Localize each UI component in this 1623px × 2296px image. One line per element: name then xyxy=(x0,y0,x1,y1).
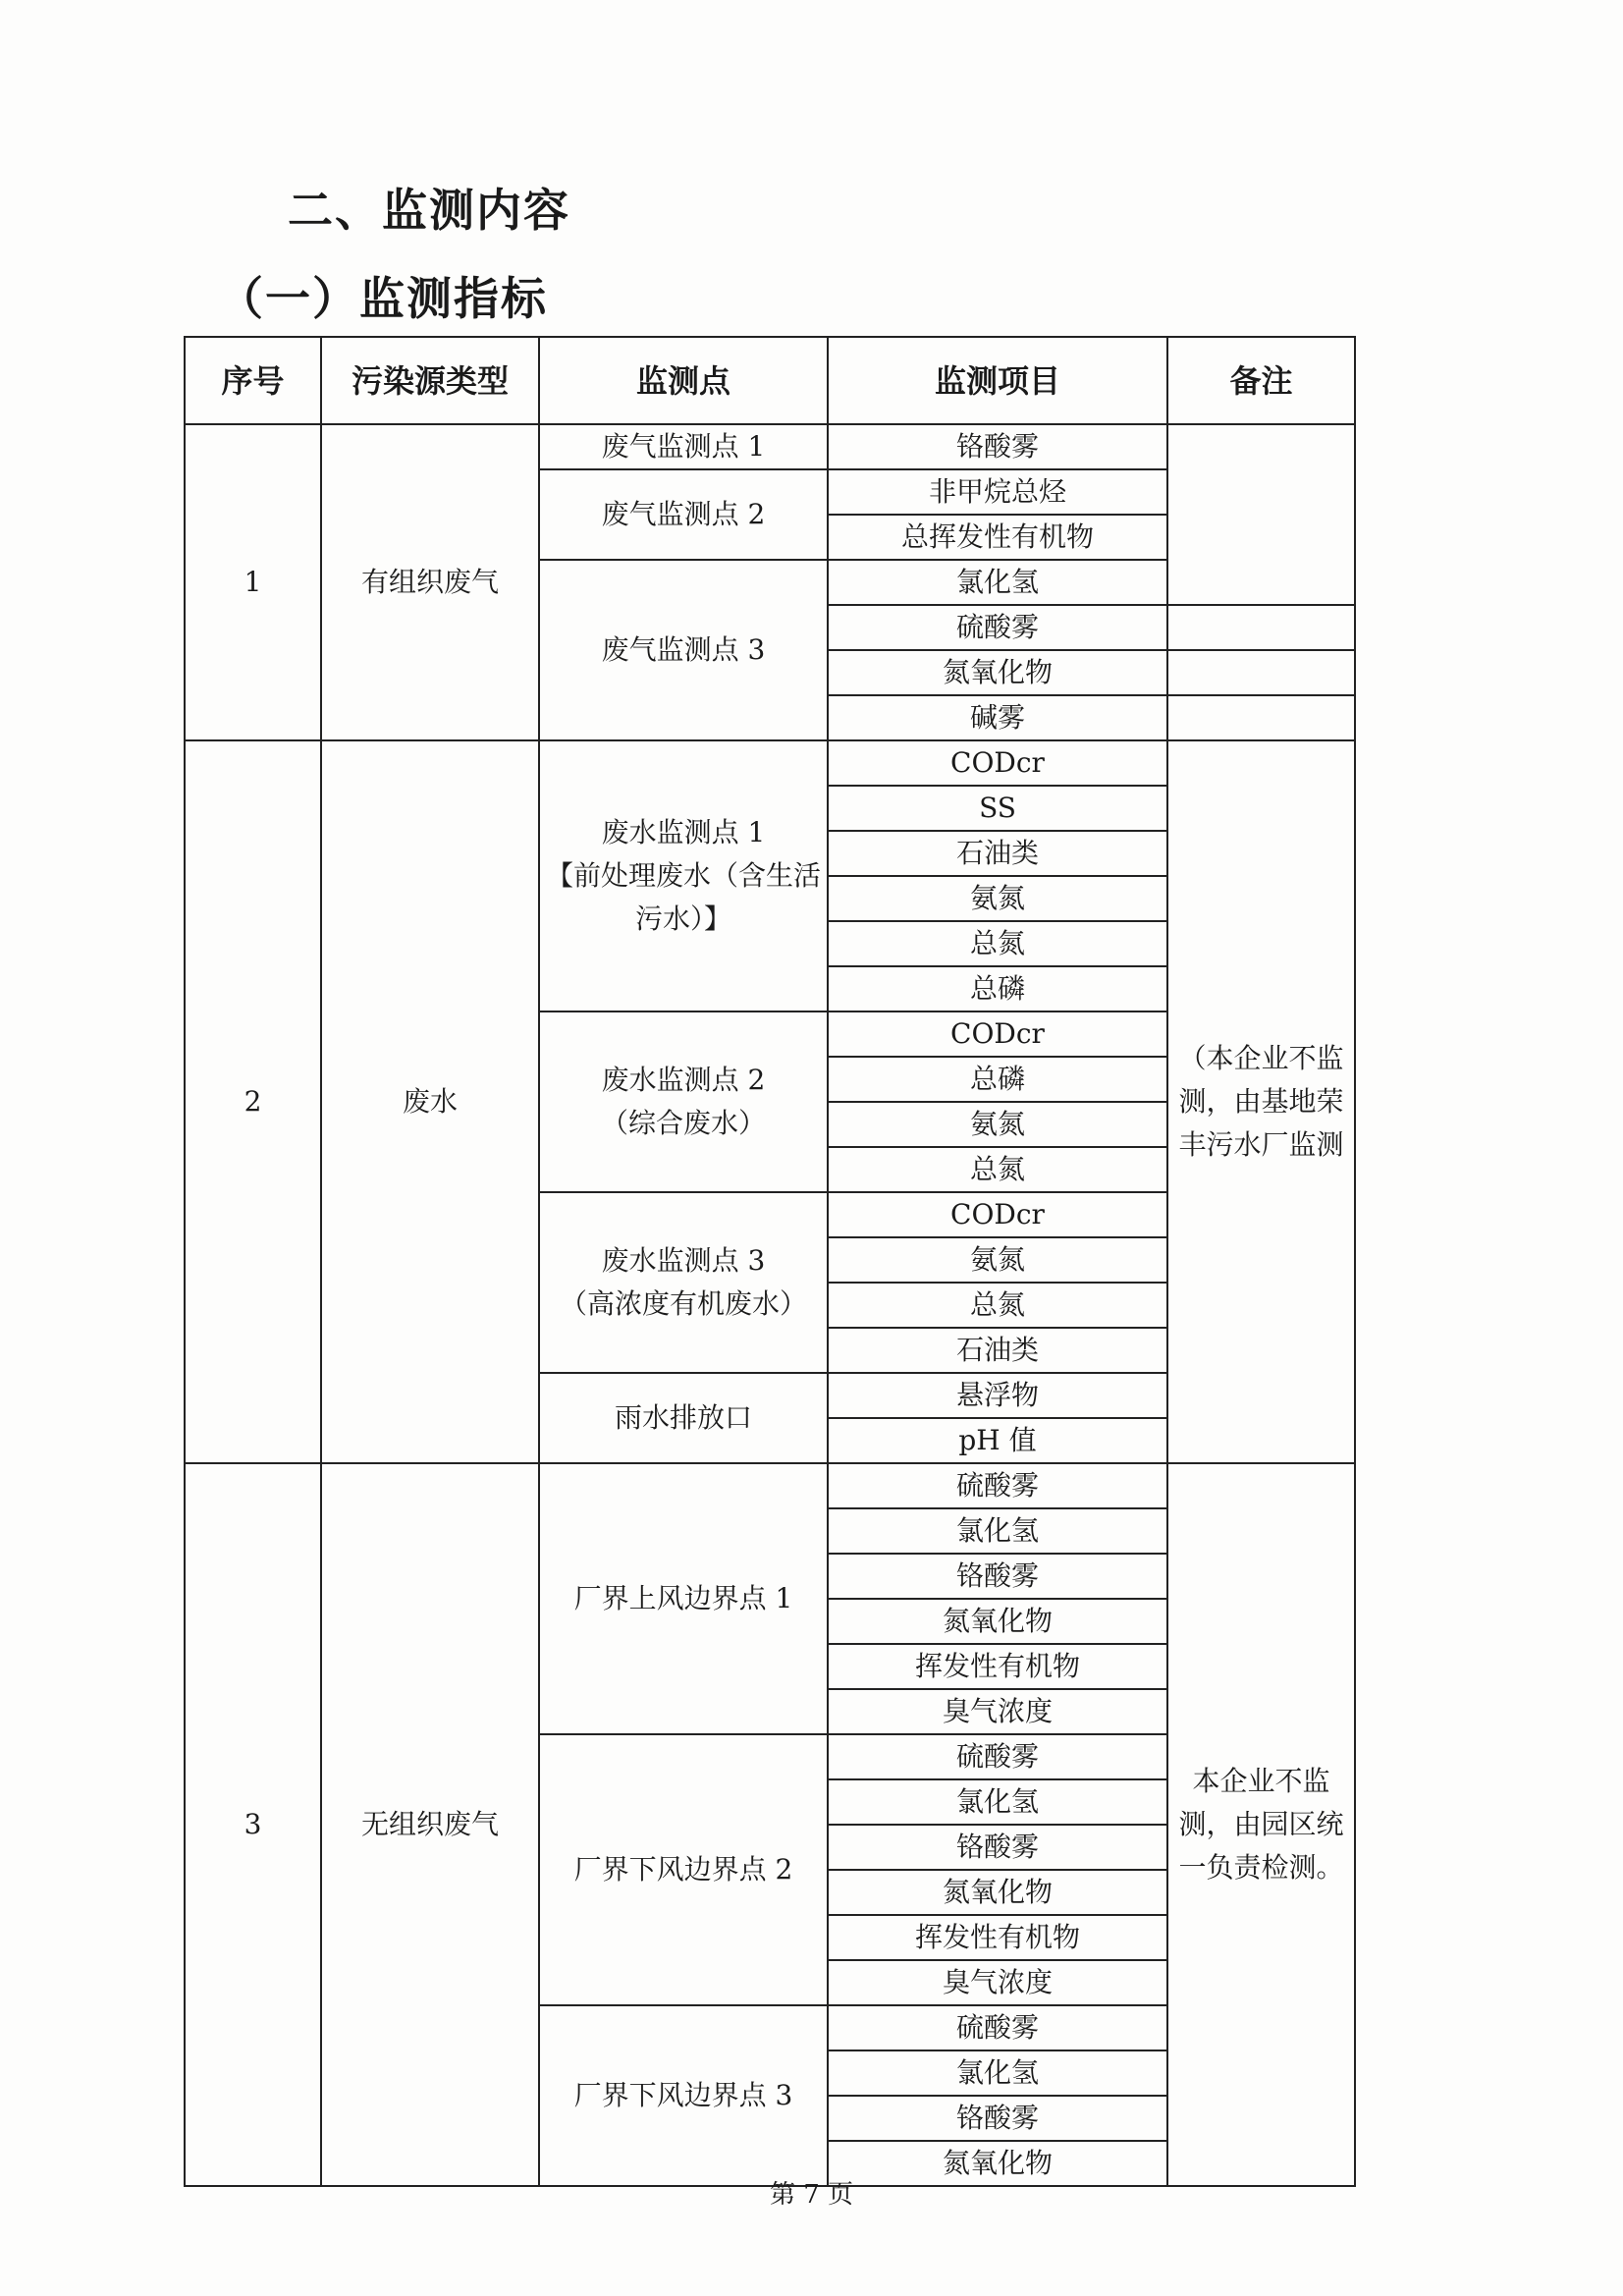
note-cell: （本企业不监测，由基地荣丰污水厂监测 xyxy=(1167,740,1355,1463)
pollution-source-type: 废水 xyxy=(321,740,539,1463)
header-note: 备注 xyxy=(1167,337,1355,424)
monitoring-item: 硫酸雾 xyxy=(828,1734,1167,1779)
monitoring-item: 氨氮 xyxy=(828,1102,1167,1147)
monitoring-item: 氨氮 xyxy=(828,1237,1167,1283)
monitoring-item: 挥发性有机物 xyxy=(828,1644,1167,1689)
table-row xyxy=(185,424,1355,469)
monitoring-item: CODcr xyxy=(828,1192,1167,1237)
monitoring-item: 氯化氢 xyxy=(828,1508,1167,1554)
monitoring-item: 氨氮 xyxy=(828,876,1167,921)
monitoring-item: 硫酸雾 xyxy=(828,1463,1167,1508)
row-number: 1 xyxy=(185,424,321,740)
row-number: 3 xyxy=(185,1463,321,2186)
monitoring-point: 废水监测点 2 （综合废水） xyxy=(539,1011,828,1192)
monitoring-item: 氮氧化物 xyxy=(828,1870,1167,1915)
table-row xyxy=(185,1463,1355,1508)
section-heading: 二、监测内容 xyxy=(288,184,570,237)
monitoring-point: 废水监测点 1 【前处理废水（含生活污水）】 xyxy=(539,740,828,1011)
monitoring-item: 总挥发性有机物 xyxy=(828,515,1167,560)
monitoring-item: 铬酸雾 xyxy=(828,424,1167,469)
monitoring-item: 氯化氢 xyxy=(828,1779,1167,1825)
monitoring-item: 石油类 xyxy=(828,1328,1167,1373)
monitoring-table xyxy=(184,336,1356,2187)
monitoring-item: 氮氧化物 xyxy=(828,2141,1167,2186)
monitoring-item: 铬酸雾 xyxy=(828,2096,1167,2141)
monitoring-item: 总氮 xyxy=(828,1147,1167,1192)
table-row xyxy=(185,740,1355,786)
monitoring-item: CODcr xyxy=(828,1011,1167,1057)
monitoring-item: 铬酸雾 xyxy=(828,1825,1167,1870)
monitoring-point: 雨水排放口 xyxy=(539,1373,828,1463)
pollution-source-type: 有组织废气 xyxy=(321,424,539,740)
monitoring-item: 铬酸雾 xyxy=(828,1554,1167,1599)
monitoring-item: 悬浮物 xyxy=(828,1373,1167,1418)
table-header-row xyxy=(185,337,1355,424)
monitoring-item: pH 值 xyxy=(828,1418,1167,1463)
note-cell xyxy=(1167,695,1355,740)
monitoring-item: 石油类 xyxy=(828,831,1167,876)
monitoring-item: 总磷 xyxy=(828,966,1167,1011)
header-point: 监测点 xyxy=(539,337,828,424)
monitoring-point: 厂界下风边界点 3 xyxy=(539,2005,828,2186)
row-number: 2 xyxy=(185,740,321,1463)
note-cell: 本企业不监测，由园区统一负责检测。 xyxy=(1167,1463,1355,2186)
monitoring-item: 氯化氢 xyxy=(828,560,1167,605)
header-no: 序号 xyxy=(185,337,321,424)
header-type: 污染源类型 xyxy=(321,337,539,424)
monitoring-point: 废气监测点 1 xyxy=(539,424,828,469)
monitoring-item: 总磷 xyxy=(828,1057,1167,1102)
monitoring-item: 氮氧化物 xyxy=(828,650,1167,695)
monitoring-item: 氮氧化物 xyxy=(828,1599,1167,1644)
monitoring-item: 碱雾 xyxy=(828,695,1167,740)
monitoring-point: 废水监测点 3 （高浓度有机废水） xyxy=(539,1192,828,1373)
monitoring-item: SS xyxy=(828,786,1167,831)
monitoring-item: 臭气浓度 xyxy=(828,1689,1167,1734)
table-body xyxy=(185,424,1355,2186)
monitoring-point: 厂界下风边界点 2 xyxy=(539,1734,828,2005)
monitoring-item: 硫酸雾 xyxy=(828,2005,1167,2050)
pollution-source-type: 无组织废气 xyxy=(321,1463,539,2186)
monitoring-item: 氯化氢 xyxy=(828,2050,1167,2096)
monitoring-point: 废气监测点 2 xyxy=(539,469,828,560)
page-footer: 第 7 页 xyxy=(769,2180,854,2210)
monitoring-item: 总氮 xyxy=(828,1283,1167,1328)
header-item: 监测项目 xyxy=(828,337,1167,424)
monitoring-item: 挥发性有机物 xyxy=(828,1915,1167,1960)
monitoring-point: 废气监测点 3 xyxy=(539,560,828,740)
monitoring-item: 总氮 xyxy=(828,921,1167,966)
monitoring-point: 厂界上风边界点 1 xyxy=(539,1463,828,1734)
note-cell xyxy=(1167,424,1355,605)
subsection-heading: （一）监测指标 xyxy=(218,272,548,325)
monitoring-item: CODcr xyxy=(828,740,1167,786)
monitoring-item: 硫酸雾 xyxy=(828,605,1167,650)
monitoring-item: 臭气浓度 xyxy=(828,1960,1167,2005)
note-cell xyxy=(1167,605,1355,650)
monitoring-item: 非甲烷总烃 xyxy=(828,469,1167,515)
note-cell xyxy=(1167,650,1355,695)
